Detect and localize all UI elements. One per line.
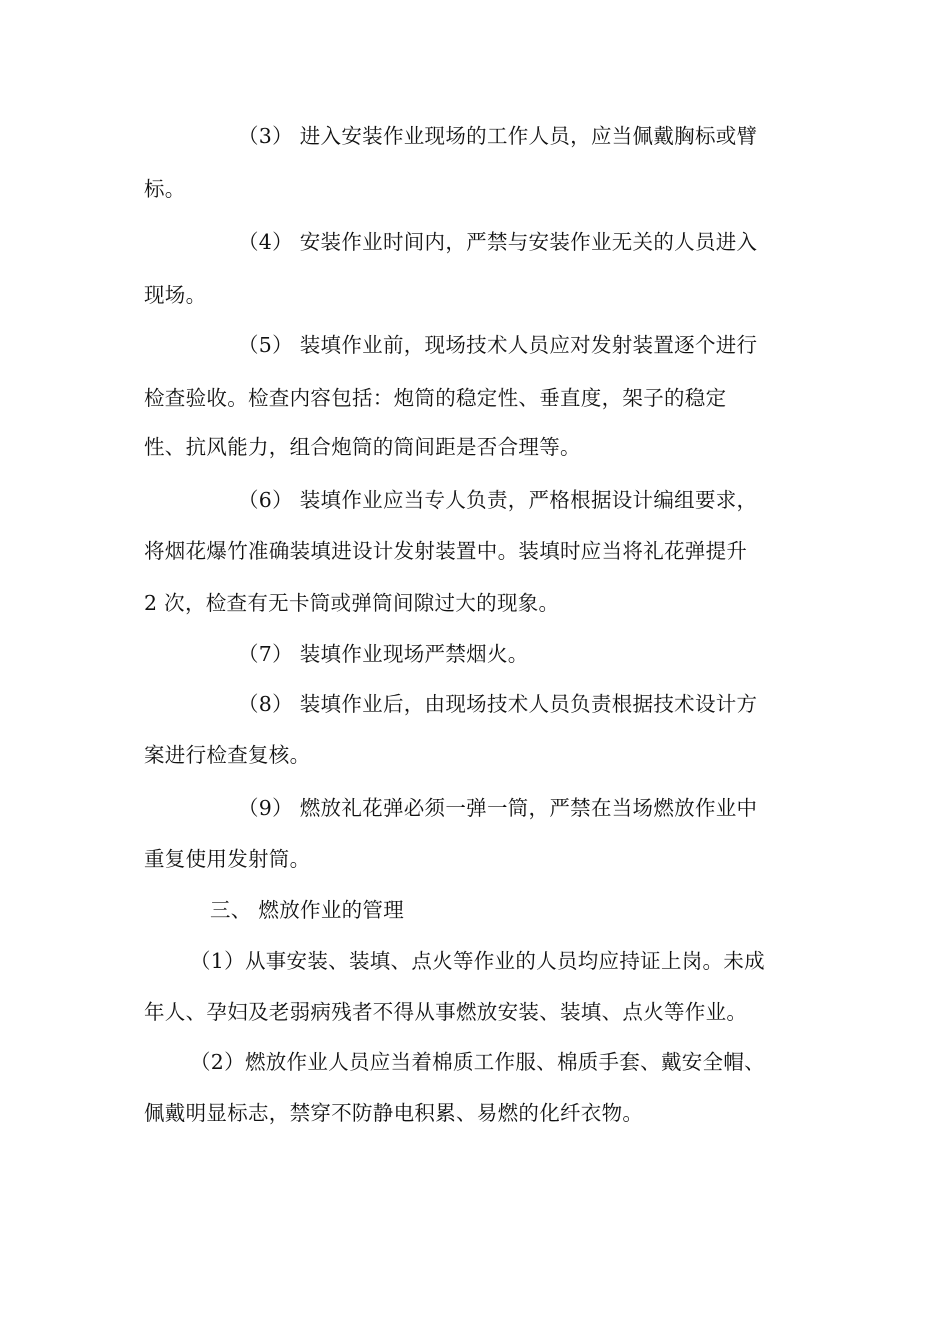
paragraph-6-line-2: 将烟花爆竹准确装填进设计发射装置中。装填时应当将礼花弹提升 bbox=[144, 539, 748, 563]
paragraph-8-line-1: （8） 装填作业后，由现场技术人员负责根据技术设计方 bbox=[238, 692, 758, 716]
paragraph-4-line-2: 现场。 bbox=[144, 283, 207, 307]
paragraph-5-line-1: （5） 装填作业前，现场技术人员应对发射装置逐个进行 bbox=[238, 333, 758, 357]
paragraph-7-line-1: （7） 装填作业现场严禁烟火。 bbox=[238, 642, 529, 666]
paragraph-5-line-3: 性、抗风能力，组合炮筒的筒间距是否合理等。 bbox=[144, 435, 581, 459]
paragraph-3-line-1: （3） 进入安装作业现场的工作人员，应当佩戴胸标或臂 bbox=[238, 124, 758, 148]
paragraph-9-line-1: （9） 燃放礼花弹必须一弹一筒，严禁在当场燃放作业中 bbox=[238, 796, 758, 820]
section-item-1-line-2: 年人、孕妇及老弱病残者不得从事燃放安装、装填、点火等作业。 bbox=[144, 1000, 748, 1024]
paragraph-4-line-1: （4） 安装作业时间内，严禁与安装作业无关的人员进入 bbox=[238, 230, 758, 254]
section-item-2-line-1: （2）燃放作业人员应当着棉质工作服、棉质手套、戴安全帽、 bbox=[190, 1050, 765, 1074]
paragraph-5-line-2: 检查验收。检查内容包括：炮筒的稳定性、垂直度，架子的稳定 bbox=[144, 386, 727, 410]
paragraph-9-line-2: 重复使用发射筒。 bbox=[144, 847, 311, 871]
section-item-2-line-2: 佩戴明显标志，禁穿不防静电积累、易燃的化纤衣物。 bbox=[144, 1101, 644, 1125]
section-item-1-line-1: （1）从事安装、装填、点火等作业的人员均应持证上岗。未成 bbox=[190, 949, 765, 973]
section-heading: 三、 燃放作业的管理 bbox=[210, 898, 405, 922]
paragraph-6-line-1: （6） 装填作业应当专人负责，严格根据设计编组要求， bbox=[238, 488, 758, 512]
paragraph-3-line-2: 标。 bbox=[144, 177, 186, 201]
paragraph-6-line-3: 2 次，检查有无卡筒或弹筒间隙过大的现象。 bbox=[144, 591, 560, 615]
paragraph-8-line-2: 案进行检查复核。 bbox=[144, 743, 311, 767]
